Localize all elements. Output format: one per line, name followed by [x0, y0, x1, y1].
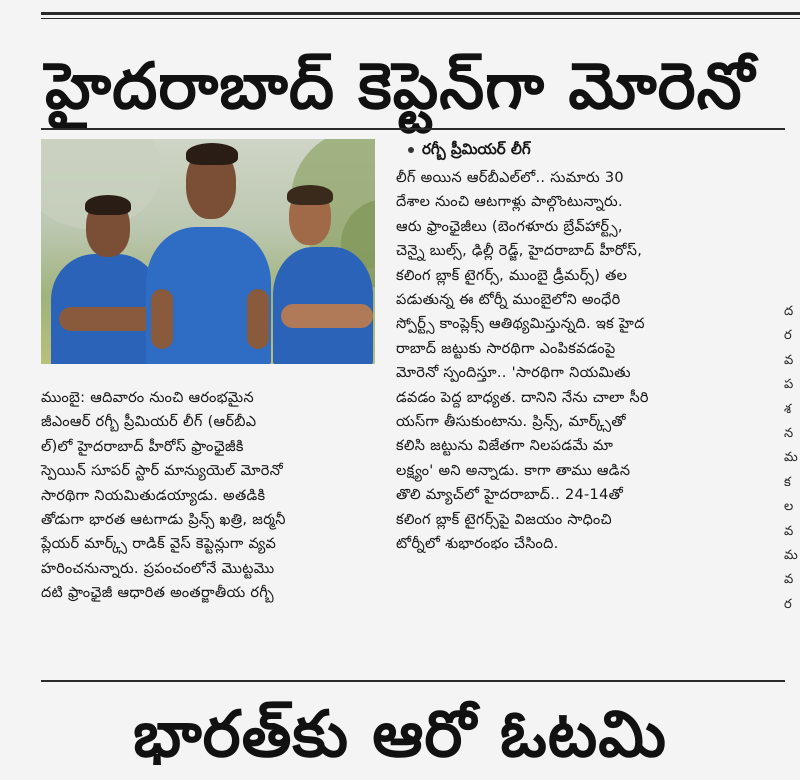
kicker [408, 140, 531, 162]
top-rule-thin [41, 18, 800, 19]
body-line: కలిసి జట్టును విజేతగా నిలపడమే మా [396, 438, 614, 455]
body-line: సారథిగా నియమితుడయ్యాడు. అతడికి [41, 487, 266, 504]
edge-glyph: న [784, 426, 794, 442]
kicker-text: రగ్బీ ప్రీమియర్ లీగ్ [422, 140, 531, 158]
headline-india-sixth-defeat: భారత్‌కు ఆరో ఓటమి [133, 698, 667, 772]
edge-glyph: ర [784, 328, 792, 344]
body-line: హరించనున్నారు. ప్రపంచంలోనే మొట్టమొ [41, 560, 275, 577]
body-line: ల్)లో హైదరాబాద్ హీరోస్ ఫ్రాంఛైజీకి [41, 438, 244, 455]
body-column-right [396, 166, 774, 557]
body-line: దేశాల నుంచి ఆటగాళ్లు పాల్గొంటున్నారు. [396, 194, 623, 211]
body-line: లీగ్ అయిన ఆర్‌బీఎల్‌లో.. సుమారు 30 [396, 170, 624, 186]
edge-glyph: ప [784, 377, 794, 393]
body-line: ప్లేయర్ మార్క్స్ రాడిక్ వైస్ కెప్టెన్లుగా వ్యవ [41, 536, 277, 553]
body-line: తొలి మ్యాచ్‌లో హైదరాబాద్.. 24-14తో [396, 487, 624, 504]
body-line: రాబాద్ జట్టుకు సారథిగా ఎంపికవడంపై [396, 340, 616, 357]
edge-glyph: ర [784, 596, 792, 612]
body-column-left [41, 386, 379, 606]
body-line: డవడం పెద్ద బాధ్యత. దానిని నేను చాలా సీరి [396, 389, 649, 406]
body-line: యస్‌గా తీసుకుంటాను. ప్రిన్స్, మార్క్స్‌తో [396, 414, 626, 431]
edge-glyph: మ [784, 548, 798, 564]
headline-hyderabad-captain: హైదరాబాద్ కెప్టెన్‌గా మోరెనో [44, 50, 756, 124]
edge-glyph: ద [784, 304, 794, 319]
body-line: టోర్నీలో శుభారంభం చేసింది. [396, 536, 559, 553]
edge-glyph: వ [784, 352, 794, 368]
edge-glyph: వ [784, 523, 794, 539]
article-separator [41, 680, 785, 682]
body-line: చెన్నై బుల్స్, ఢిల్లీ రెడ్జ్, హైదరాబాద్ హీరోస్, [396, 243, 643, 260]
body-line: దటి ఫ్రాంఛైజీ ఆధారిత అంతర్జాతీయ రగ్బీ [41, 585, 274, 602]
edge-glyph: శ [784, 401, 792, 417]
body-line: జీఎంఆర్ రగ్బీ ప్రీమియర్ లీగ్ (ఆర్‌బీఎ [41, 414, 257, 431]
edge-glyph: మ [784, 450, 798, 466]
top-rule [41, 12, 800, 15]
body-line: కలింగ బ్లాక్ టైగర్స్, ముంబై డ్రీమర్స్) తల [396, 267, 628, 284]
adjacent-article-edge [784, 300, 800, 617]
edge-glyph: వ [784, 572, 794, 588]
body-line: తోడుగా భారత ఆటగాడు ప్రిన్స్ ఖత్రి, జర్మనీ [41, 512, 286, 529]
edge-glyph: ల [784, 499, 794, 515]
rugby-players-photo [41, 139, 375, 364]
bullet-icon [408, 147, 414, 153]
body-line: పడుతున్న ఈ టోర్నీ ముంబైలోని అంధేరి [396, 292, 621, 309]
body-line: స్పోర్ట్స్ కాంప్లెక్స్ ఆతిథ్యమిస్తున్నది. ఇక హైద [396, 316, 645, 333]
headline-underline [41, 128, 785, 130]
body-line: ఆరు ఫ్రాంఛైజీలు (బెంగళూరు బ్రేవ్‌హార్ట్స్, [396, 218, 623, 235]
body-line: కలింగ బ్లాక్ టైగర్స్‌పై విజయం సాధించి [396, 511, 612, 528]
body-line: మోరెనో స్పందిస్తూ.. 'సారథిగా నియమితు [396, 365, 631, 382]
body-line: ముంబై: ఆదివారం నుంచి ఆరంభమైన [41, 390, 254, 406]
body-line: లక్ష్యం' అని అన్నాడు. కాగా తాము ఆడిన [396, 462, 631, 479]
body-line: స్పెయిన్ సూపర్ స్టార్ మాన్యుయెల్ మోరెనో [41, 463, 284, 480]
edge-glyph: క [784, 474, 791, 490]
